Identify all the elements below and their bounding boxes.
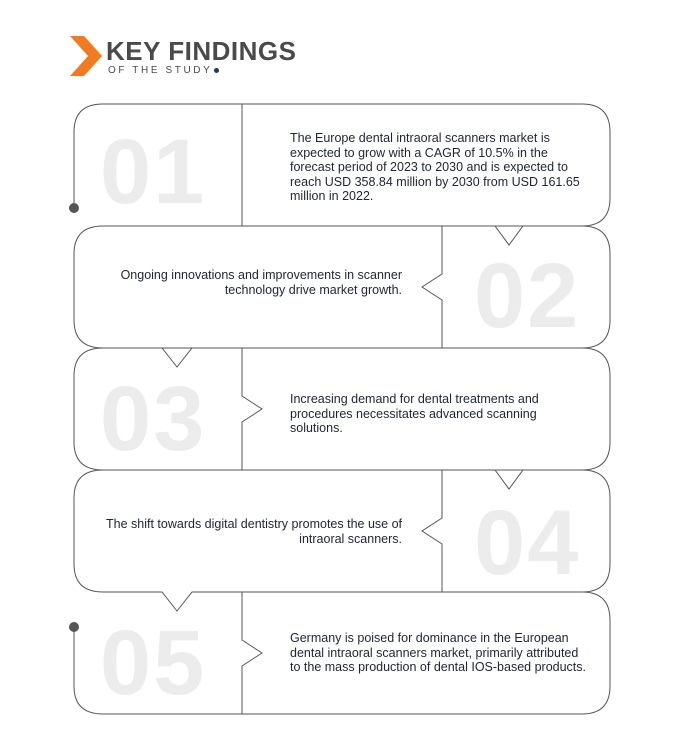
start-dot <box>69 203 79 213</box>
finding-4-text: The shift towards digital dentistry promotes the use of intraoral scanners. <box>106 517 402 546</box>
finding-2-number: 02 <box>474 245 581 347</box>
finding-5-number: 05 <box>100 612 207 714</box>
finding-5-text: Germany is poised for dominance in the European dental intraoral scanners market, primarily attributed to the mass production of dental IOS-based products. <box>290 631 587 674</box>
finding-4-number: 04 <box>474 492 581 594</box>
finding-2-text: Ongoing innovations and improvements in scanner technology drive market growth. <box>120 268 402 297</box>
end-dot <box>69 622 79 632</box>
finding-1-number: 01 <box>100 121 207 223</box>
page-subtitle: OF THE STUDY <box>108 65 219 77</box>
chevron-arrow-icon <box>68 36 104 76</box>
subtitle-dot-icon <box>214 68 219 73</box>
page-title: KEY FINDINGS <box>106 36 297 66</box>
finding-3-text: Increasing demand for dental treatments and procedures necessitates advanced scanning solutions. <box>290 392 539 435</box>
finding-3-number: 03 <box>100 368 207 470</box>
finding-1-text: The Europe dental intraoral scanners market is expected to grow with a CAGR of 10.5% in the forecast period of 2023 to 2030 and is expected to reach USD 358.84 million by 2030 from USD 161.65 million in 2022. <box>290 131 580 203</box>
